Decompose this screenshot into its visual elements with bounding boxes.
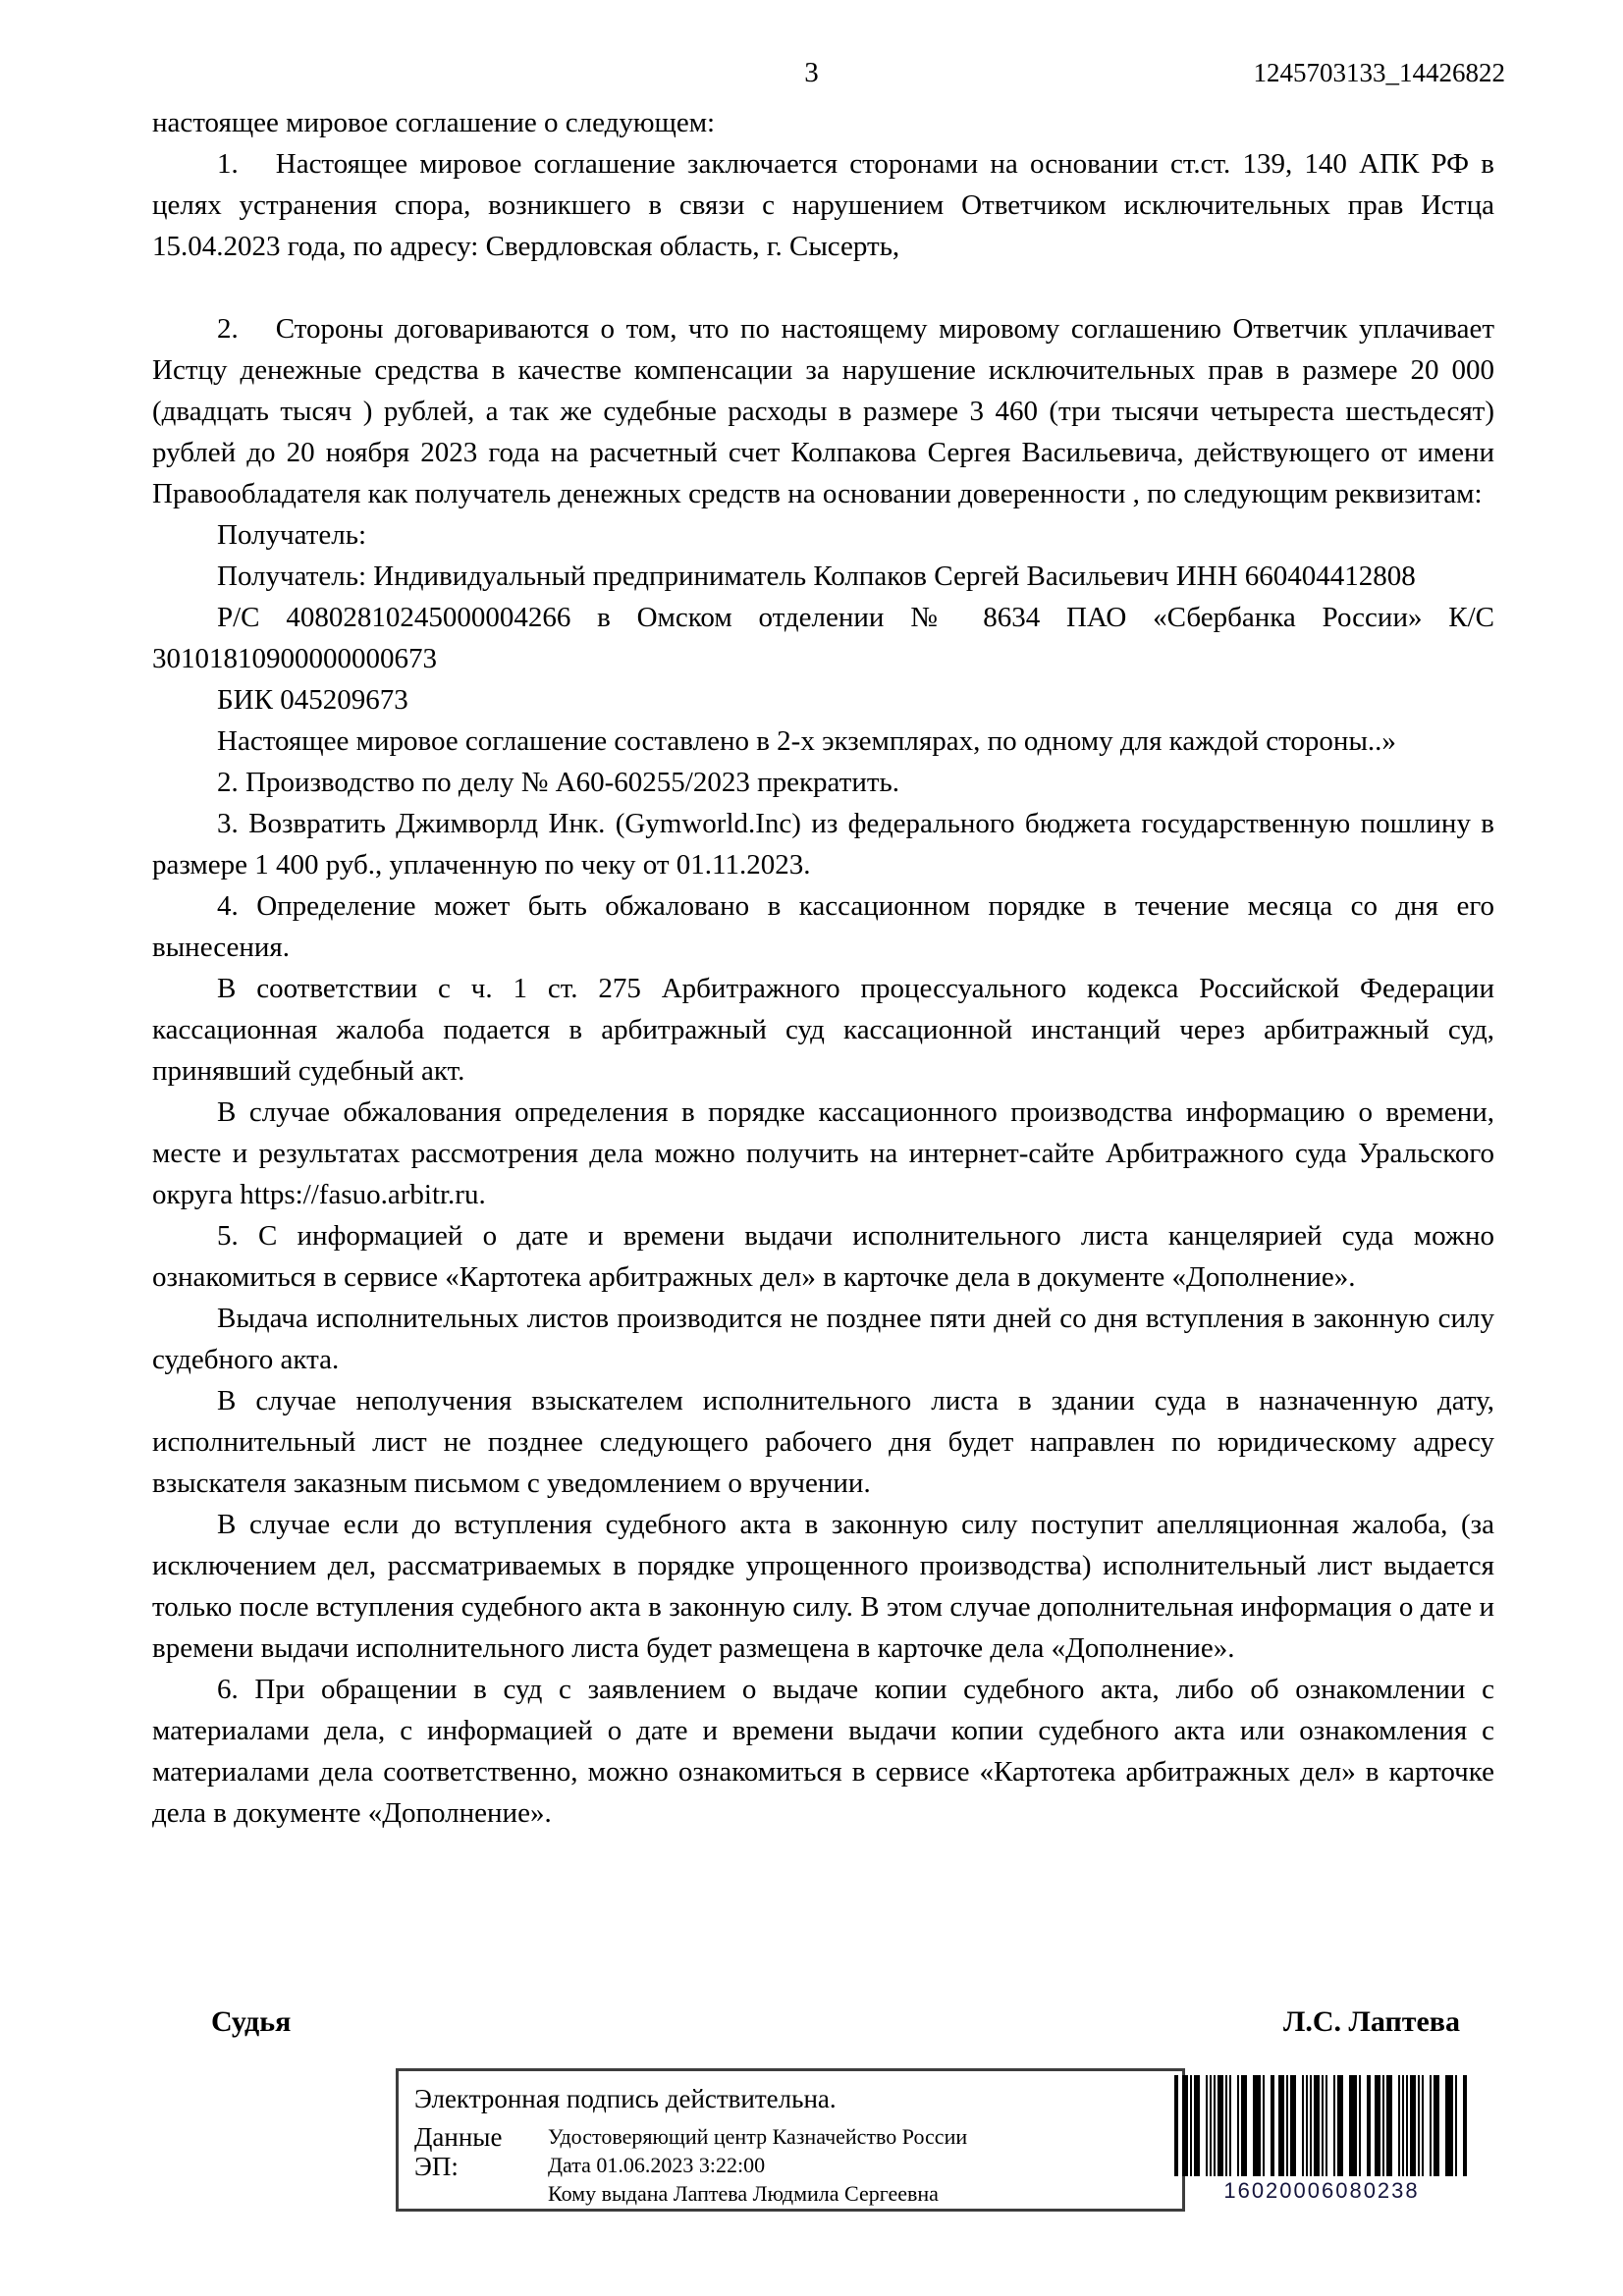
page-header (0, 54, 1623, 93)
stamp-data-label: Данные ЭП: (414, 2122, 503, 2181)
barcode-bars (1174, 2075, 1469, 2176)
paragraph: Настоящее мировое соглашение составлено в 2-х экземплярах, по одному для каждой стороны..» (217, 725, 1396, 757)
electronic-signature-stamp (396, 2068, 1185, 2212)
paragraph: 4. Определение может быть обжаловано в кассационном порядке в течение месяца со дня его вынесения. (152, 890, 1494, 963)
judge-name: Л.С. Лаптева (1282, 2005, 1460, 2038)
judge-label: Судья (211, 2005, 292, 2038)
paragraph: настоящее мировое соглашение о следующем: (152, 107, 716, 138)
stamp-validity-text: Электронная подпись действительна. (414, 2084, 837, 2113)
paragraph: В случае неполучения взыскателем исполнительного листа в здании суда в назначенную дату, исполнительный лист не позднее следующего рабочего дня будет направлен по юридическому адресу взыскателя заказным письмом с уведомлением о вручении. (152, 1385, 1494, 1499)
page-number: 3 (804, 57, 819, 88)
paragraph: 5. С информацией о дате и времени выдачи исполнительного листа канцелярией суда можно ознакомиться в сервисе «Картотека арбитражных дел» в карточке дела в документе «Дополнение». (152, 1220, 1494, 1293)
stamp-detail-line: Дата 01.06.2023 3:22:00 (548, 2153, 766, 2177)
paragraph: Получатель: (217, 519, 367, 551)
paragraph: В соответствии с ч. 1 ст. 275 Арбитражного процессуального кодекса Российской Федерации кассационная жалоба подается в арбитражный суд кассационной инстанций через арбитражный суд, принявший судебный акт. (152, 973, 1494, 1087)
barcode (1174, 2075, 1469, 2204)
signature-row (152, 2002, 1494, 2042)
document-body (152, 102, 1494, 1834)
paragraph: 2. Стороны договариваются о том, что по настоящему мировому соглашению Ответчик уплачивает Истцу денежные средства в качестве компенсации за нарушение исключительных прав в размере 20 000 (двадцать тысяч ) рублей, а так же судебные расходы в размере 3 460 (три тысячи четыреста шестьдесят) рублей до 20 ноября 2023 года на расчетный счет Колпакова Сергея Васильевича, действующего от имени Правообладателя как получатель денежных средств на основании доверенности , по следующим реквизитам: (152, 313, 1494, 509)
paragraph: Получатель: Индивидуальный предприниматель Колпаков Сергей Васильевич ИНН 660404412808 (217, 561, 1416, 592)
stamp-detail-line: Удостоверяющий центр Казначейство России (548, 2124, 968, 2149)
paragraph: 1. Настоящее мировое соглашение заключается сторонами на основании ст.ст. 139, 140 АПК РФ в целях устранения спора, возникшего в связи с нарушением Ответчиком исключительных прав Истца 15.04.2023 года, по адресу: Свердловская область, г. Сысерть, (152, 148, 1494, 262)
paragraph: БИК 045209673 (217, 684, 408, 716)
paragraph: 3. Возвратить Джимворлд Инк. (Gymworld.Inc) из федерального бюджета государственную пошлину в размере 1 400 руб., уплаченную по чеку от 01.11.2023. (152, 808, 1494, 881)
stamp-detail-line: Кому выдана Лаптева Людмила Сергеевна (548, 2181, 939, 2206)
stamp-data-row (414, 2122, 1182, 2208)
paragraph: В случае если до вступления судебного акта в законную силу поступит апелляционная жалоба, (за исключением дел, рассматриваемых в порядке упрощенного производства) исполнительный лист выдается только после вступления судебного акта в законную силу. В этом случае дополнительная информация о дате и времени выдачи исполнительного листа будет размещена в карточке дела «Дополнение». (152, 1509, 1494, 1664)
document-id: 1245703133_14426822 (1253, 58, 1505, 87)
stamp-details (548, 2122, 967, 2208)
paragraph: Выдача исполнительных листов производится не позднее пяти дней со дня вступления в законную силу судебного акта. (152, 1303, 1494, 1375)
paragraph: 2. Производство по делу № А60-60255/2023 прекратить. (217, 767, 900, 798)
paragraph: В случае обжалования определения в порядке кассационного производства информацию о времени, месте и результатах рассмотрения дела можно получить на интернет-сайте Арбитражного суда Уральского округа https://fasuo.arbitr.ru. (152, 1096, 1494, 1210)
paragraph: 6. При обращении в суд с заявлением о выдаче копии судебного акта, либо об ознакомлении с материалами дела, с информацией о дате и времени выдачи копии судебного акта или ознакомления с материалами дела соответственно, можно ознакомиться в сервисе «Картотека арбитражных дел» в карточке дела в документе «Дополнение». (152, 1674, 1494, 1829)
paragraph: Р/С 40802810245000004266 в Омском отделении № 8634 ПАО «Сбербанка России» К/С 30101810900000000673 (152, 602, 1494, 674)
barcode-number: 16020006080238 (1223, 2178, 1420, 2203)
